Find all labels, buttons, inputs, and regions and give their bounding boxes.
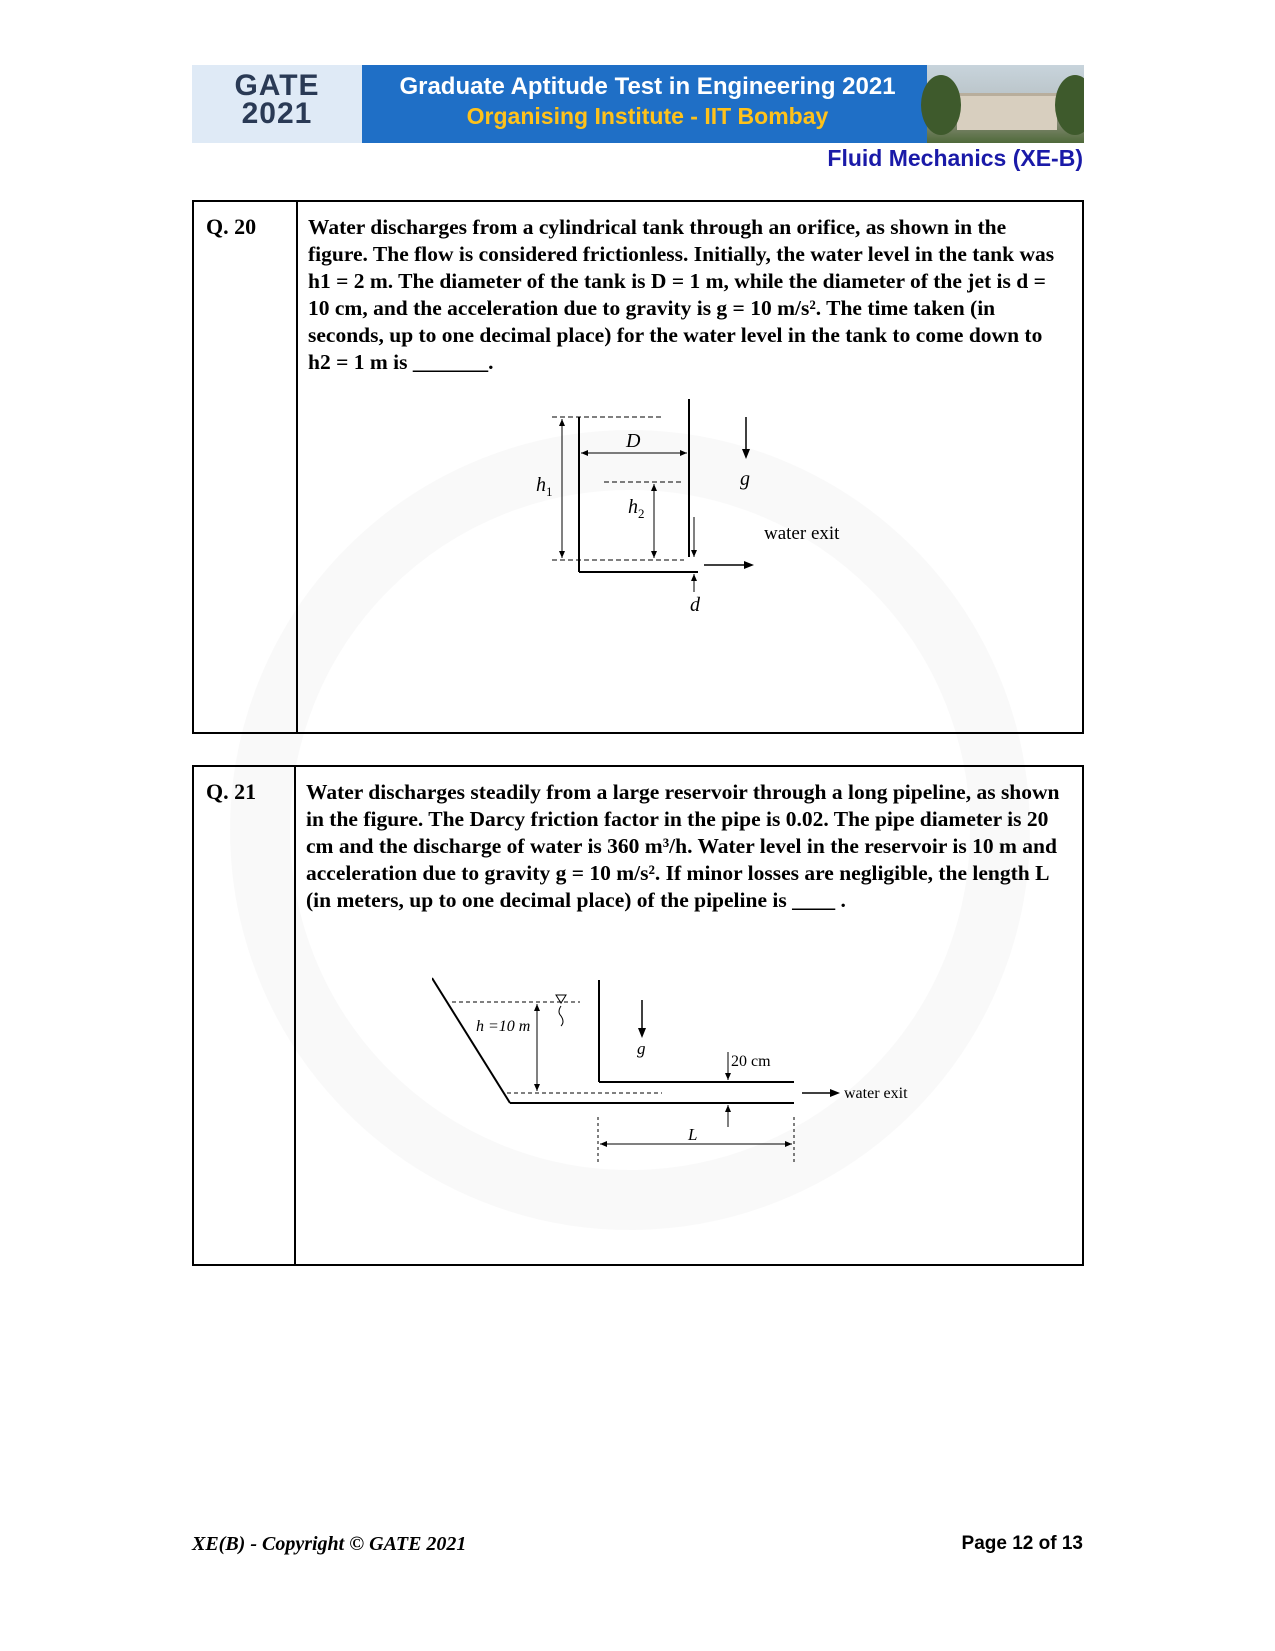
- label-g: g: [740, 468, 750, 490]
- label-d: d: [690, 594, 700, 616]
- institute-photo: [927, 65, 1084, 143]
- header-banner: [192, 65, 1084, 143]
- label-h2-sub: 2: [638, 506, 645, 521]
- label-diameter: 20 cm: [731, 1053, 771, 1070]
- label-g: g: [637, 1039, 646, 1058]
- footer-page-number: Page 12 of 13: [961, 1533, 1083, 1554]
- label-h: h =10 m: [476, 1018, 531, 1035]
- gate-logo: [192, 65, 362, 143]
- label-water-exit: water exit: [844, 1085, 908, 1102]
- label-h1-sub: 1: [546, 484, 553, 499]
- label-water-exit: water exit: [764, 523, 840, 544]
- logo-line1: GATE: [234, 69, 320, 102]
- label-D: D: [626, 430, 641, 452]
- question-text: Water discharges steadily from a large reservoir through a long pipeline, as shown in the figure. The Darcy friction factor in the pipe is 0.02. The pipe diameter is 20 cm and the discharge of water is 360 m³/h. Water level in the reservoir is 10 m and acceleration due to gravity g = 10 m/s². If minor losses are negligible, the length L (in meters, up to one decimal place) of the pipeline is ____ .: [306, 780, 1060, 912]
- pipeline-figure: [432, 972, 952, 1172]
- question-text: Water discharges from a cylindrical tank through an orifice, as shown in the figure. The flow is considered frictionless. Initially, the water level in the tank was h1 = 2 m. The diameter of the tank is D = 1 m, while the diameter of the jet is d = 10 cm, and the acceleration due to gravity is g = 10 m/s². The time taken (in seconds, up to one decimal place) for the water level in the tank to come down to h2 = 1 m is _______.: [308, 215, 1055, 374]
- footer-copyright: XE(B) - Copyright © GATE 2021: [192, 1533, 467, 1555]
- question-number: Q. 21: [194, 767, 296, 1264]
- label-h2: h: [628, 496, 638, 518]
- question-box-20: [192, 200, 1084, 734]
- logo-line2: 2021: [241, 97, 313, 130]
- banner-title: Graduate Aptitude Test in Engineering 2021: [399, 73, 896, 100]
- question-box-21: [192, 765, 1084, 1266]
- question-number: Q. 20: [194, 202, 298, 732]
- tank-figure: [524, 397, 944, 627]
- label-h1: h: [536, 474, 546, 496]
- label-L: L: [688, 1125, 698, 1144]
- subject-title: Fluid Mechanics (XE-B): [827, 145, 1083, 171]
- banner-subtitle: Organising Institute - IIT Bombay: [466, 103, 829, 129]
